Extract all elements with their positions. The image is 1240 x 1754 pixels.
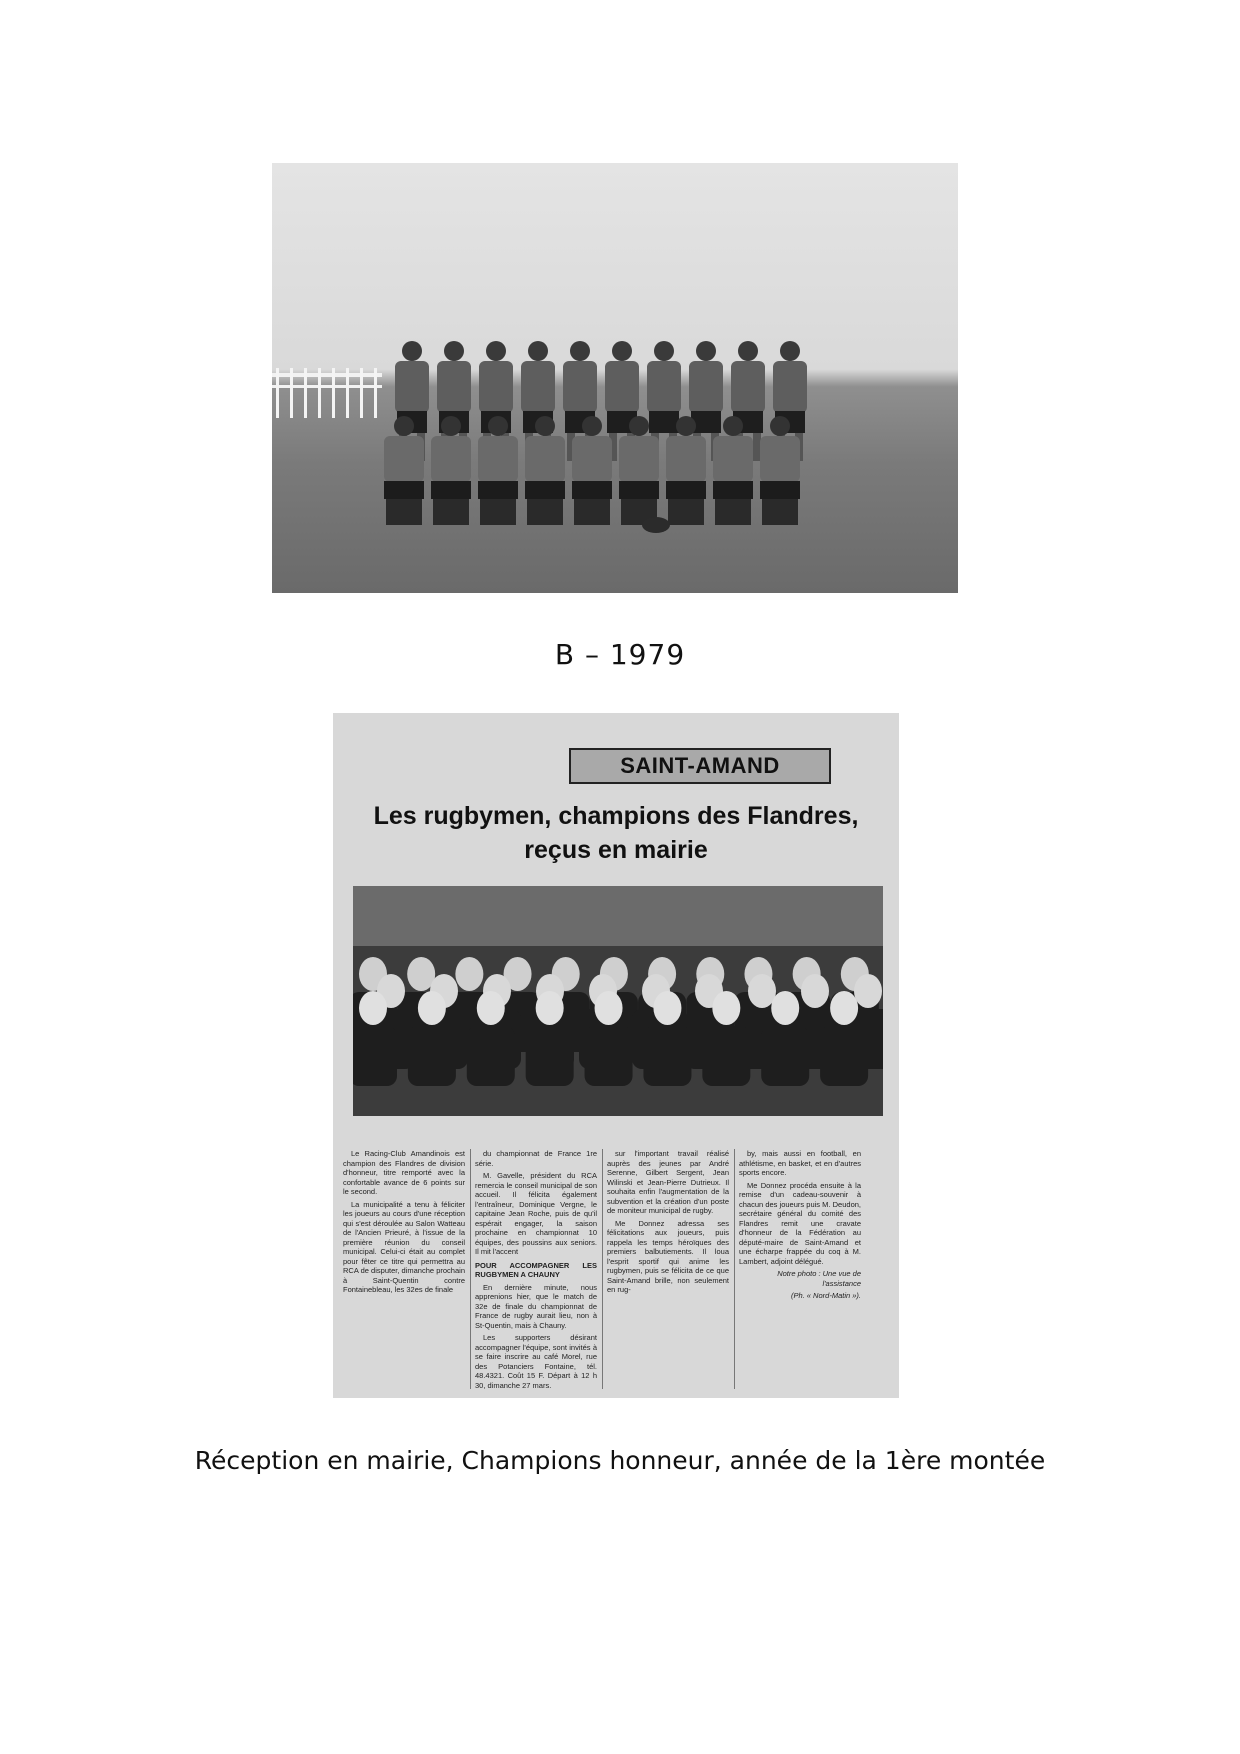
fence-post [318,368,321,418]
player-jersey [431,436,471,482]
attendee-body [643,1026,691,1086]
attendee-face [477,991,505,1025]
fence-rail [272,373,382,377]
player-shorts [525,481,565,499]
page-caption: Réception en mairie, Champions honneur, année de la 1ère montée [194,1446,1046,1475]
player-legs [668,499,704,525]
attendee-body [408,1026,456,1086]
sidebar-paragraph: Les supporters désirant accompagner l'équipe, sont invités à se faire inscrire au café Morel, rue des Potanciers Fontaine, tél. 48.4321. Coût 15 F. Départ à 12 h 30, dimanche 27 mars. [475,1333,597,1390]
column-divider [602,1149,603,1389]
player-shorts [572,481,612,499]
attendee-face [536,991,564,1025]
player-shorts [691,411,721,433]
attendee-face [359,991,387,1025]
fence-post [332,368,335,418]
article-column-3 [607,1149,729,1298]
article-paragraph: Me Donnez adressa ses félicitations aux joueurs, puis rappela les temps héroïques des premiers balbutiements. Il loua l'esprit sportif qui anime les rugbymen, puis se félicita de ce que Saint-Amand brille, non seulement en rug- [607,1218,729,1294]
player-legs [715,499,751,525]
player-legs [762,499,798,525]
article-paragraph: by, mais aussi en football, en athlétisme, en basket, et en d'autres sports encore. [739,1149,861,1177]
article-paragraph: du championnat de France 1re série. [475,1149,597,1168]
player-head [570,341,590,361]
rugby-ball [642,517,670,533]
player-jersey [384,436,424,482]
player-jersey [713,436,753,482]
player-head [486,341,506,361]
player-jersey [572,436,612,482]
player-legs [386,499,422,525]
player-shorts [649,411,679,433]
player-shorts [713,481,753,499]
photo-note: Notre photo : Une vue de l'assistance [777,1269,861,1288]
player-head [488,416,508,436]
player-head [723,416,743,436]
player-jersey [666,436,706,482]
attendee-face [455,957,483,991]
player-jersey [760,436,800,482]
player-head [528,341,548,361]
clipping-location: SAINT-AMAND [620,753,780,778]
attendee-body [820,1026,868,1086]
player-head [444,341,464,361]
player-head [612,341,632,361]
player-shorts [760,481,800,499]
newspaper-clipping [333,713,899,1398]
player-shorts [619,481,659,499]
attendee-face [830,991,858,1025]
sidebar-paragraph: En dernière minute, nous apprenions hier, que le match de 32e de finale du championnat de France de rugby aurait lieu, non à St-Quentin, mais à Chauny. [475,1282,597,1330]
fence-post [290,368,293,418]
article-column-1 [343,1149,465,1298]
player-shorts [431,481,471,499]
fence-post [346,368,349,418]
player-head [676,416,696,436]
attendee-face [653,991,681,1025]
player-head [535,416,555,436]
article-column-2 [475,1149,597,1393]
player-jersey [619,436,659,482]
player-shorts [384,481,424,499]
player-shorts [478,481,518,499]
player-jersey [773,361,807,413]
fence-post [374,368,377,418]
clipping-location-banner [569,748,831,784]
team-photo [272,163,958,593]
attendee-face [854,974,882,1008]
attendee-body [761,1026,809,1086]
player-jersey [478,436,518,482]
clipping-photo [353,886,883,1116]
back-wall [353,886,883,946]
player-head [394,416,414,436]
player-head [629,416,649,436]
attendee-body [585,1026,633,1086]
attendee-face [801,974,829,1008]
player-jersey [731,361,765,413]
player-head [696,341,716,361]
article-paragraph: Me Donnez procéda ensuite à la remise d'un cadeau-souvenir à chacun des joueurs puis M. Deudon, secrétaire général du comité des Flandres remit une cravate d'honneur de la Fédération au député-maire de Saint-Amand et une écharpe frappée du coq à M. Lambert, adjoint délégué. [739,1180,861,1266]
column-divider [734,1149,735,1389]
fence-rail [272,385,382,388]
attendee-body [467,1026,515,1086]
attendee-face [418,991,446,1025]
photo-credit: (Ph. « Nord-Matin »). [790,1291,861,1300]
column-divider [470,1149,471,1389]
clipping-headline-line1: Les rugbymen, champions des Flandres, [373,802,859,830]
clipping-photo-drawing [353,886,883,1116]
player-head [582,416,602,436]
fence-post [276,368,279,418]
clipping-headline [333,799,899,867]
player-head [780,341,800,361]
player-head [402,341,422,361]
player-jersey [689,361,723,413]
player-jersey [437,361,471,413]
player-legs [527,499,563,525]
player-jersey [395,361,429,413]
article-paragraph: sur l'important travail réalisé auprès des jeunes par André Serenne, Gilbert Sergent, Jean Wilinski et Jean-Pierre Dutrieux. Il souhaita enfin l'augmentation de la subvention et la création d'un poste de moniteur municipal de rugby. [607,1149,729,1215]
player-legs [433,499,469,525]
player-jersey [525,436,565,482]
player-head [770,416,790,436]
attendee-body [702,1026,750,1086]
player-head [654,341,674,361]
attendee-face [595,991,623,1025]
fence-post [304,368,307,418]
player-shorts [666,481,706,499]
player-leg [753,433,761,461]
photo-caption-year: B – 1979 [554,638,686,671]
player-legs [480,499,516,525]
player-head [738,341,758,361]
player-legs [574,499,610,525]
team-photo-drawing [272,163,958,593]
player-jersey [605,361,639,413]
player-jersey [563,361,597,413]
player-head [441,416,461,436]
attendee-body [353,1026,397,1086]
attendee-face [771,991,799,1025]
player-jersey [521,361,555,413]
sidebar-title: POUR ACCOMPAGNER LES RUGBYMEN A CHAUNY [475,1260,597,1279]
article-paragraph: Le Racing-Club Amandinois est champion des Flandres de division d'honneur, titre remporté avec la confortable avance de 6 points sur le second. [343,1149,465,1196]
attendee-body [526,1026,574,1086]
clipping-headline-line2: reçus en mairie [524,836,708,864]
fence-post [360,368,363,418]
article-column-4 [739,1149,861,1304]
player-jersey [479,361,513,413]
article-paragraph: La municipalité a tenu à féliciter les joueurs au cours d'une réception qui s'est déroulée au Salon Watteau de l'Ancien Prieuré, à l'issue de la première réunion du conseil municipal. Celui-ci était au complet pour fêter ce titre qui permettra au RCA de disputer, dimanche prochain à Saint-Quentin contre Fontainebleau, les 32es de finale [343,1199,465,1294]
article-paragraph: M. Gavelle, président du RCA remercia le conseil municipal de son accueil. Il félicita également l'entraîneur, Dominique Vergne, le capitaine Jean Roche, puis de qu'il espérait engager, la saison prochaine en championnat 10 équipes, des poussins aux seniors. Il mit l'accent [475,1171,597,1256]
attendee-face [712,991,740,1025]
player-jersey [647,361,681,413]
attendee-face [748,974,776,1008]
